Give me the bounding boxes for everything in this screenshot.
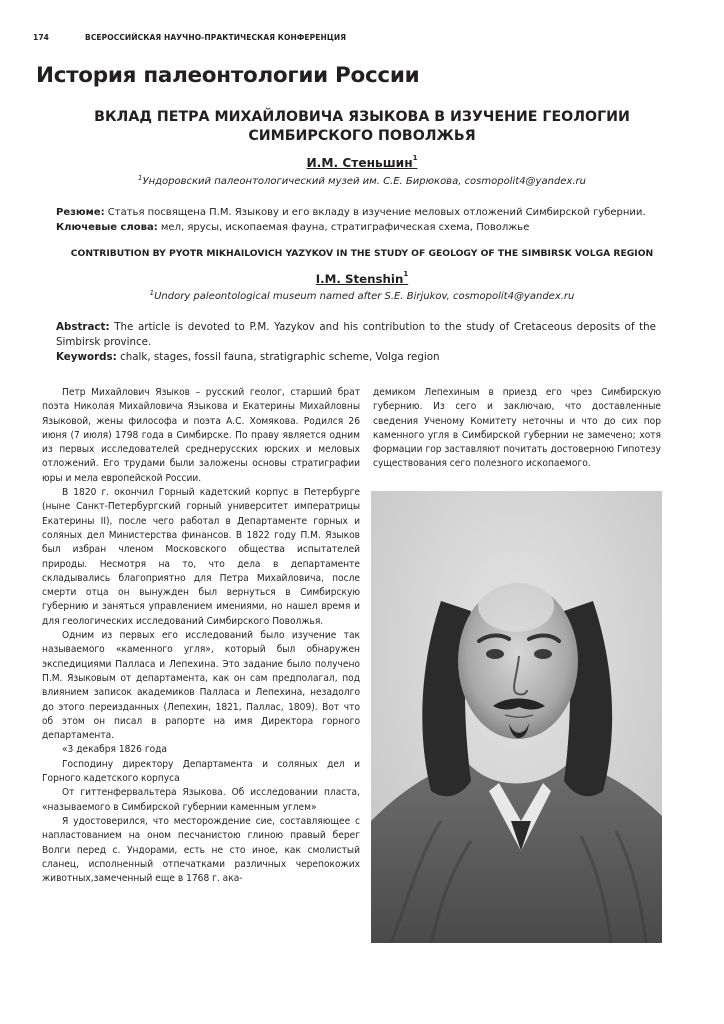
abstract-en-label: Abstract: bbox=[56, 321, 110, 333]
letter-body-continued: демиком Лепехиным в приезд его чрез Симбирскую губернию. Из сего и заключаю, что доставленные сведения Ученому Комитету неточны и что до сих пор каменного угля в Симбирской губернии не замечено; хотя формации гор заставляют почитать достоверною Гипотезу существования сего полезного ископаемого. bbox=[373, 387, 661, 470]
letter-subject: От гиттенфервальтера Языкова. Об исследовании пласта, «называемого в Симбирской губернии каменным углем» bbox=[42, 787, 360, 813]
affiliation-ru-sup: 1 bbox=[138, 174, 143, 182]
affiliation-ru-text: Ундоровский палеонтологический музей им. С.Е. Бирюкова, cosmopolit4@yandex.ru bbox=[142, 176, 586, 187]
keywords-en-text: chalk, stages, fossil fauna, stratigraphic scheme, Volga region bbox=[120, 351, 440, 363]
body-column-left bbox=[42, 386, 360, 886]
letter-addressee: Господину директору Департамента и соляных дел и Горного кадетского корпуса bbox=[42, 758, 360, 785]
keywords-ru-label: Ключевые слова: bbox=[56, 222, 158, 233]
abstract-en-text: The article is devoted to P.M. Yazykov and his contribution to the study of Cretaceous deposits of the Simbirsk province. bbox=[56, 321, 656, 348]
affiliation-en bbox=[0, 291, 724, 302]
abstract-ru bbox=[56, 205, 656, 220]
page-number: 174 bbox=[33, 33, 49, 42]
author-en-name: I.M. Stenshin bbox=[315, 272, 404, 286]
abstract-ru-label: Резюме: bbox=[56, 207, 105, 218]
author-ru bbox=[0, 156, 724, 170]
author-en-sup: 1 bbox=[403, 270, 409, 278]
letter-body: Я удостоверился, что месторождение сие, составляющее с напластованием на оном песчанистою глиною правый берег Волги перед с. Ундорами, есть не сто иное, как смолистый сланец, исполненный отпечатками различных черепокожих животных,замеченный еще в 1768 г. ака- bbox=[42, 815, 360, 885]
keywords-ru bbox=[56, 220, 656, 235]
article-title-en: CONTRIBUTION BY PYOTR MIKHAILOVICH YAZYKOV IN THE STUDY OF GEOLOGY OF THE SIMBIRSK VOLGA REGION bbox=[70, 248, 654, 259]
affiliation-ru bbox=[0, 176, 724, 187]
abstract-ru-text: Статья посвящена П.М. Языкову и его вкладу в изучение меловых отложений Симбирской губернии. bbox=[107, 207, 646, 218]
keywords-en bbox=[56, 350, 656, 365]
author-en bbox=[0, 272, 724, 286]
affiliation-en-text: Undory paleontological museum named after S.E. Birjukov, cosmopolit4@yandex.ru bbox=[154, 291, 575, 302]
body-paragraph: Петр Михайлович Языков – русский геолог, старший брат поэта Николая Михайловича Языкова и Екатерины Михайловны Языковой, жены философа и поэта А.С. Хомякова. Родился 26 июня (7 июля) 1798 года в Симбирске. По праву является одним из первых исследователей среднерусских юрских и меловых отложений. Его трудами были заложены основы стратиграфии юры и мела европейской России. bbox=[42, 387, 360, 484]
article-title-ru: ВКЛАД ПЕТРА МИХАЙЛОВИЧА ЯЗЫКОВА В ИЗУЧЕНИЕ ГЕОЛОГИИ СИМБИРСКОГО ПОВОЛЖЬЯ bbox=[94, 109, 630, 144]
running-header bbox=[33, 33, 346, 42]
affiliation-en-sup: 1 bbox=[149, 289, 155, 297]
body-column-right bbox=[373, 386, 661, 472]
keywords-ru-text: мел, ярусы, ископаемая фауна, стратиграфическая схема, Поволжье bbox=[160, 222, 530, 233]
section-title: История палеонтологии России bbox=[36, 63, 420, 88]
author-ru-name: И.М. Стеньшин bbox=[306, 156, 413, 170]
portrait-photo bbox=[371, 491, 662, 943]
keywords-en-label: Keywords: bbox=[56, 351, 117, 363]
letter-date: «3 декабря 1826 года bbox=[62, 744, 167, 756]
conference-name: ВСЕРОССИЙСКАЯ НАУЧНО-ПРАКТИЧЕСКАЯ КОНФЕРЕНЦИЯ bbox=[85, 33, 347, 42]
abstract-en bbox=[56, 320, 656, 349]
body-paragraph: Одним из первых его исследований было изучение так называемого «каменного угля», который был обнаружен экспедициями Палласа и Лепехина. Это задание было получено П.М. Языковым от департамента, как он сам предполагал, под влиянием записок академиков Палласа и Лепехина, незадолго до этого переизданных (Лепехин, 1821, Паллас, 1809). Вот что об этом он писал в рапорте на имя Директора горного департамента. bbox=[42, 630, 360, 742]
body-paragraph: В 1820 г. окончил Горный кадетский корпус в Петербурге (ныне Санкт-Петербургский горный университет императрицы Екатерины II), после чего работал в Департаменте горных и соляных дел Министерства финансов. В 1822 году П.М. Языков был избран членом Московского общества испытателей природы. Несмотря на то, что дела в департаменте складывались благоприятно для Петра Михайловича, после смерти отца он вынужден был вернуться в Симбирскую губернию и заняться управлением имениями, но нашел время и для геологических исследований Симбирского Поволжья. bbox=[42, 487, 360, 627]
author-ru-sup: 1 bbox=[412, 154, 418, 162]
